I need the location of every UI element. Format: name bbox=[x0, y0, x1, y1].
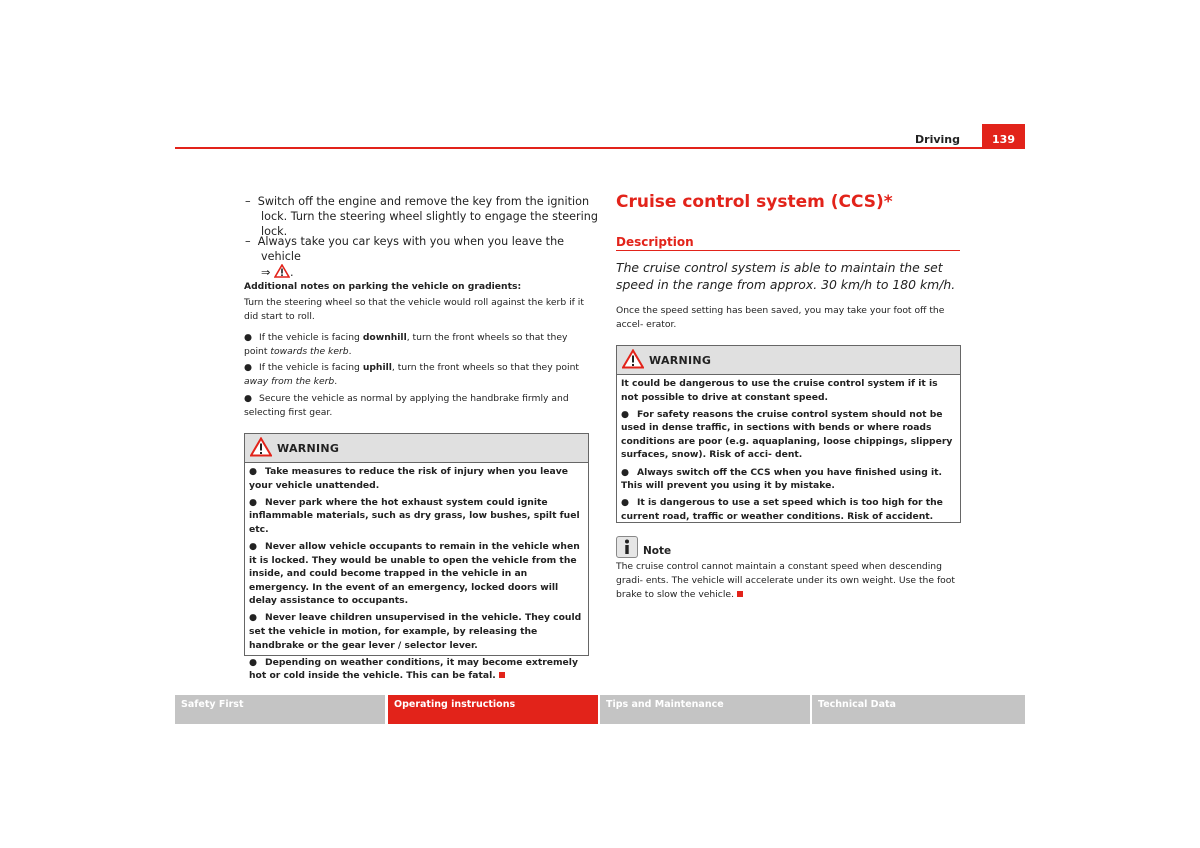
note-title: Note bbox=[643, 545, 672, 557]
lead-text: The cruise control system is able to maintain the set speed in the range from approx. 30 km/h to 180 km/h. bbox=[616, 260, 956, 292]
body-text: Once the speed setting has been saved, you may take your foot off the accel- erator. bbox=[616, 305, 945, 330]
end-marker bbox=[499, 672, 505, 678]
warning-box bbox=[616, 345, 961, 523]
warning-intro: It could be dangerous to use the cruise control system if it is not possible to drive at constant speed. bbox=[621, 378, 938, 403]
note-text: The cruise control cannot maintain a constant speed when descending gradi- ents. The vehicle will accelerate under its own weight. Use the foot brake to slow the vehicle. bbox=[616, 561, 956, 600]
step-item: – Always take you car keys with you when you leave the vehicle ⇒ . bbox=[245, 235, 565, 279]
step-text: Switch off the engine and remove the key from the ignition lock. Turn the steering wheel slightly to engage the steering lock. bbox=[257, 195, 598, 238]
section-name: Driving bbox=[915, 133, 960, 146]
list-item: ● If the vehicle is facing downhill, turn the front wheels so that they point towards the kerb. bbox=[244, 332, 568, 357]
section-title: Cruise control system (CCS)* bbox=[616, 192, 893, 212]
info-icon bbox=[616, 536, 638, 558]
tab-technical-data[interactable]: Technical Data bbox=[812, 695, 1025, 724]
step-item: – Switch off the engine and remove the key from the ignition lock. Turn the steering wheel slightly to engage the steering lock. bbox=[245, 195, 598, 238]
header-rule bbox=[175, 147, 1025, 149]
reference-arrow: ⇒ bbox=[261, 266, 271, 279]
warning-item: ● Depending on weather conditions, it may become extremely hot or cold inside the vehicle. This can be fatal. bbox=[249, 656, 578, 682]
warning-item: ● Never leave children unsupervised in the vehicle. They could set the vehicle in motion, for example, by releasing the handbrake or the gear lever / selector lever. bbox=[249, 612, 582, 651]
description-heading: Description bbox=[616, 235, 694, 249]
tab-tips-and-maintenance[interactable]: Tips and Maintenance bbox=[600, 695, 810, 724]
warning-header bbox=[617, 346, 960, 375]
warning-body bbox=[617, 375, 960, 530]
warning-item: ● Never park where the hot exhaust system could ignite inflammable materials, such as dry grass, low bushes, spilt fuel etc. bbox=[249, 496, 580, 535]
description-rule bbox=[616, 250, 960, 251]
tab-safety-first[interactable]: Safety First bbox=[175, 695, 385, 724]
warning-header bbox=[245, 434, 588, 463]
warning-title: WARNING bbox=[277, 442, 340, 455]
end-marker bbox=[737, 591, 743, 597]
tab-operating-instructions[interactable]: Operating instructions bbox=[388, 695, 598, 724]
list-item: ● If the vehicle is facing uphill, turn the front wheels so that they point away from the kerb. bbox=[244, 362, 579, 387]
warning-item: ● Never allow vehicle occupants to remain in the vehicle when it is locked. They would be unable to open the vehicle from the inside, and could become trapped in the vehicle in an emergency. In the event of an emergency, locked doors will delay assistance to occupants. bbox=[249, 540, 580, 607]
warning-icon bbox=[250, 437, 272, 457]
gradients-heading: Additional notes on parking the vehicle on gradients: bbox=[244, 281, 522, 292]
warning-item: ● Take measures to reduce the risk of injury when you leave your vehicle unattended. bbox=[249, 466, 568, 491]
page-number: 139 bbox=[982, 124, 1025, 148]
step-text: Always take you car keys with you when you leave the vehicle bbox=[257, 235, 565, 263]
warning-body bbox=[245, 463, 588, 689]
warning-ref-icon bbox=[274, 264, 290, 278]
warning-item: ● Always switch off the CCS when you have finished using it. This will prevent you using it by mistake. bbox=[621, 466, 943, 492]
warning-box bbox=[244, 433, 589, 682]
warning-item: ● It is dangerous to use a set speed which is too high for the current road, traffic or weather conditions. Risk of accident. bbox=[621, 497, 943, 522]
warning-item: ● For safety reasons the cruise control system should not be used in dense traffic, in sections with bends or where roads conditions are poor (e.g. aquaplaning, loose chippings, slippery surfaces, snow). Risk of acci- dent. bbox=[621, 408, 953, 461]
list-item: ● Secure the vehicle as normal by applying the handbrake firmly and selecting first gear. bbox=[244, 393, 569, 418]
warning-title: WARNING bbox=[649, 354, 712, 367]
gradients-intro: Turn the steering wheel so that the vehicle would roll against the kerb if it did start to roll. bbox=[244, 297, 584, 322]
warning-icon bbox=[622, 349, 644, 369]
